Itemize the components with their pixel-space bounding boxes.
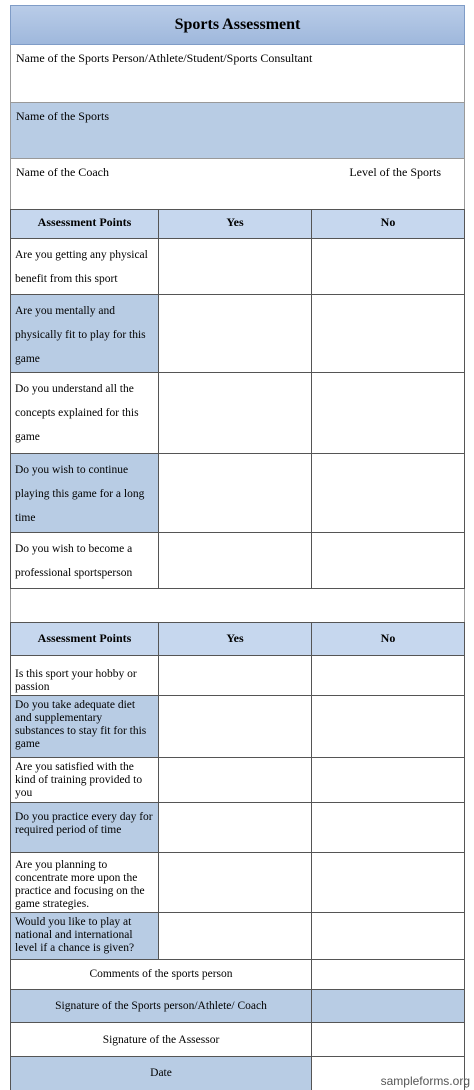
- table1-row-4-yes[interactable]: [159, 454, 312, 533]
- assessment-table-1: [10, 209, 465, 589]
- table2-row-1-no[interactable]: [312, 656, 464, 696]
- table2-row-4-yes[interactable]: [159, 803, 312, 853]
- athlete-name-label: Name of the Sports Person/Athlete/Student/Sports Consultant: [16, 51, 313, 65]
- table2-row-2-no[interactable]: [312, 696, 464, 758]
- table2-row-6-no[interactable]: [312, 913, 464, 960]
- table1-row-5-yes[interactable]: [159, 533, 312, 588]
- table1-row-2-no[interactable]: [312, 295, 464, 373]
- section-spacer: [10, 589, 465, 622]
- table2-header-yes: Yes: [159, 623, 312, 656]
- table1-row-5-no[interactable]: [312, 533, 464, 588]
- table2-row-5-yes[interactable]: [159, 853, 312, 913]
- table2-row-2-question: Do you take adequate diet and supplementary substances to stay fit for this game: [11, 696, 159, 758]
- table1-row-1-yes[interactable]: [159, 239, 312, 295]
- table2-row-5-no[interactable]: [312, 853, 464, 913]
- table1-row-5-question: Do you wish to become a professional sportsperson: [11, 533, 159, 588]
- coach-name-label: Name of the Coach: [16, 165, 109, 179]
- table2-row-1-yes[interactable]: [159, 656, 312, 696]
- table1-row-1-no[interactable]: [312, 239, 464, 295]
- table2-header-no: No: [312, 623, 464, 656]
- table2-row-6-question: Would you like to play at national and international level if a chance is given?: [11, 913, 159, 960]
- comments-label: Comments of the sports person: [11, 960, 312, 989]
- table2-row-4-question: Do you practice every day for required period of time: [11, 803, 159, 853]
- comments-field[interactable]: [312, 960, 464, 989]
- table2-row-3-yes[interactable]: [159, 758, 312, 803]
- signature-assessor-label: Signature of the Assessor: [11, 1023, 312, 1057]
- table1-row-3-question: Do you understand all the concepts explained for this game: [11, 373, 159, 454]
- sport-name-field[interactable]: [10, 102, 465, 159]
- table1-header-no: No: [312, 210, 464, 239]
- table2-row-3-question: Are you satisfied with the kind of training provided to you: [11, 758, 159, 803]
- signature-person-field[interactable]: [312, 990, 464, 1023]
- table1-row-3-yes[interactable]: [159, 373, 312, 454]
- form-title: Sports Assessment: [10, 5, 465, 45]
- table1-row-2-yes[interactable]: [159, 295, 312, 373]
- table1-row-4-question: Do you wish to continue playing this game for a long time: [11, 454, 159, 533]
- table2-row-2-yes[interactable]: [159, 696, 312, 758]
- sport-name-label: Name of the Sports: [16, 109, 109, 123]
- athlete-name-field[interactable]: [10, 45, 465, 102]
- date-label: Date: [11, 1057, 312, 1090]
- level-label: Level of the Sports: [349, 165, 441, 179]
- table2-header-points: Assessment Points: [11, 623, 159, 656]
- assessment-table-2: [10, 622, 465, 990]
- table1-row-3-no[interactable]: [312, 373, 464, 454]
- table2-row-1-question: Is this sport your hobby or passion: [11, 656, 159, 696]
- signature-assessor-field[interactable]: [312, 1023, 464, 1057]
- table2-row-6-yes[interactable]: [159, 913, 312, 960]
- table1-row-1-question: Are you getting any physical benefit from this sport: [11, 239, 159, 295]
- watermark: sampleforms.org: [380, 1074, 470, 1088]
- table2-row-4-no[interactable]: [312, 803, 464, 853]
- signature-person-label: Signature of the Sports person/Athlete/ Coach: [11, 990, 312, 1023]
- table1-row-2-question: Are you mentally and physically fit to play for this game: [11, 295, 159, 373]
- table2-row-5-question: Are you planning to concentrate more upon the practice and focusing on the game strategies.: [11, 853, 159, 913]
- coach-level-field[interactable]: [10, 159, 465, 209]
- table2-row-3-no[interactable]: [312, 758, 464, 803]
- table1-header-points: Assessment Points: [11, 210, 159, 239]
- table1-header-yes: Yes: [159, 210, 312, 239]
- table1-row-4-no[interactable]: [312, 454, 464, 533]
